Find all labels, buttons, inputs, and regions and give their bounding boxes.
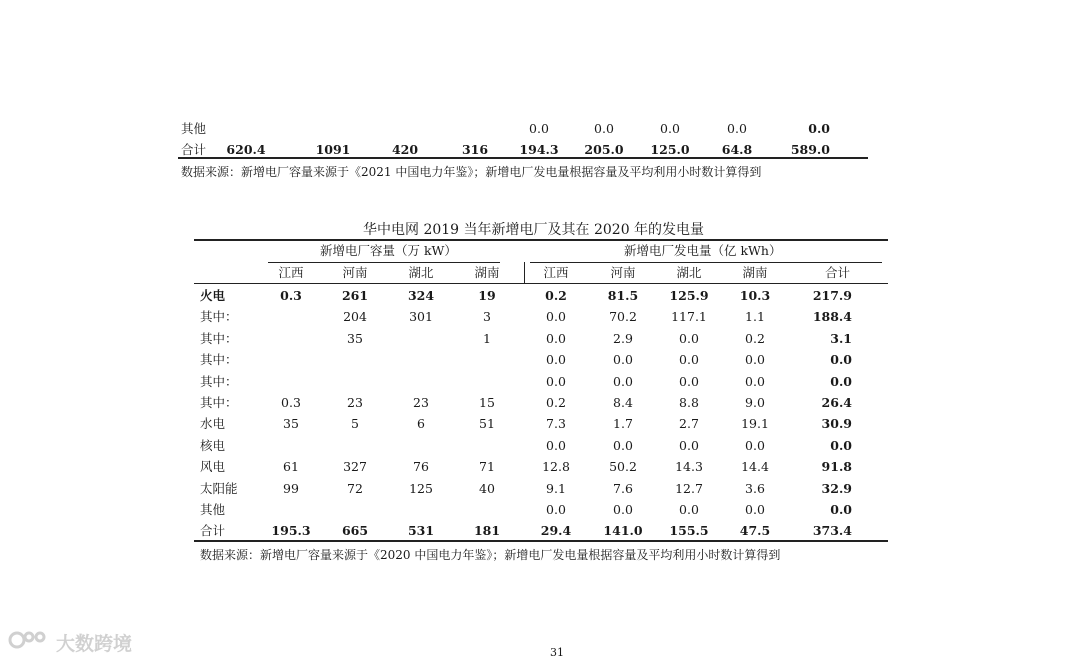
table-cell: 0.0 <box>745 373 765 389</box>
table-bottom-rule <box>194 540 888 542</box>
table-cell: 12.8 <box>542 459 570 475</box>
table-cell: 301 <box>409 309 433 325</box>
table-cell: 12.7 <box>675 480 703 496</box>
table-cell: 155.5 <box>669 523 709 539</box>
table-cell: 8.4 <box>613 395 633 410</box>
row-label: 其中： <box>200 373 238 389</box>
row-label: 火电 <box>200 288 226 303</box>
capacity-column-header: 河南 <box>342 265 368 280</box>
table-cell: 0.0 <box>745 437 765 453</box>
table-cell: 6 <box>417 416 425 432</box>
watermark-logo-icon <box>8 627 52 658</box>
table-cell: 19 <box>478 288 496 303</box>
table-cell: 0.0 <box>830 437 852 453</box>
generation-column-header: 湖南 <box>742 265 768 280</box>
table-cell: 3 <box>483 309 491 325</box>
table-source-note: 数据来源：新增电厂容量来源于《2020 中国电力年鉴》；新增电厂发电量根据容量及平均利用小时数计算得到 <box>200 548 781 562</box>
table-cell: 0.2 <box>545 288 567 303</box>
prev-row-cell: 620.4 <box>226 142 266 157</box>
table-cell: 0.0 <box>679 437 699 453</box>
table-cell: 0.0 <box>546 502 566 517</box>
table-cell: 0.0 <box>830 373 852 389</box>
table-cell: 15 <box>479 395 495 410</box>
table-cell: 195.3 <box>271 523 311 539</box>
table-cell: 19.1 <box>741 416 769 432</box>
prev-row-cell: 205.0 <box>584 142 624 157</box>
table-cell: 125.9 <box>669 288 709 303</box>
table-cell: 0.0 <box>546 373 566 389</box>
prev-row-cell: 0.0 <box>727 121 747 136</box>
table-cell: 373.4 <box>812 523 852 539</box>
table-cell: 23 <box>347 395 363 410</box>
table-cell: 91.8 <box>821 459 852 475</box>
capacity-column-header: 湖北 <box>408 265 434 280</box>
table-cell: 35 <box>347 330 363 346</box>
table-cell: 665 <box>341 523 369 539</box>
table-cell: 51 <box>479 416 495 432</box>
table-cell: 47.5 <box>739 523 771 539</box>
table-cell: 0.0 <box>546 330 566 346</box>
table-cell: 327 <box>343 459 367 475</box>
page-number: 31 <box>550 646 564 659</box>
prev-row-cell: 420 <box>391 142 419 157</box>
table-cell: 0.0 <box>613 373 633 389</box>
table-cell: 29.4 <box>540 523 572 539</box>
table-title: 华中电网 2019 当年新增电厂及其在 2020 年的发电量 <box>363 222 705 238</box>
prev-row-cell: 125.0 <box>650 142 690 157</box>
capacity-header-underline <box>268 262 500 263</box>
table-cell: 0.0 <box>679 502 699 517</box>
row-label: 其中： <box>200 330 238 346</box>
table-cell: 2.9 <box>613 330 633 346</box>
table-cell: 0.0 <box>613 352 633 368</box>
prev-row-cell: 0.0 <box>594 121 614 136</box>
generation-group-header: 新增电厂发电量（亿 kWh） <box>624 243 782 258</box>
table-cell: 70.2 <box>609 309 637 325</box>
prev-row-cell: 194.3 <box>519 142 559 157</box>
row-label: 水电 <box>200 416 226 432</box>
prev-row-label: 合计 <box>181 142 207 157</box>
header-bottom-rule <box>194 283 888 284</box>
table-cell: 10.3 <box>739 288 771 303</box>
prev-row-cell: 0.0 <box>660 121 680 136</box>
table-cell: 0.0 <box>745 502 765 517</box>
prev-row-cell: 0.0 <box>808 121 830 136</box>
column-group-divider <box>524 262 525 283</box>
table-cell: 14.4 <box>741 459 769 475</box>
table-cell: 1.1 <box>745 309 765 325</box>
generation-column-header: 江西 <box>543 265 569 280</box>
table-cell: 0.3 <box>281 395 301 410</box>
row-label: 太阳能 <box>200 480 238 496</box>
watermark-text: 大数跨境 <box>56 633 133 655</box>
table-cell: 9.1 <box>546 480 566 496</box>
table-cell: 0.0 <box>679 352 699 368</box>
table-cell: 50.2 <box>609 459 637 475</box>
table-cell: 7.3 <box>546 416 566 432</box>
previous-table-bottom-rule <box>178 157 868 159</box>
table-cell: 0.2 <box>745 330 765 346</box>
table-cell: 2.7 <box>679 416 699 432</box>
table-cell: 1.7 <box>613 416 633 432</box>
table-cell: 32.9 <box>821 480 852 496</box>
table-cell: 204 <box>343 309 367 325</box>
table-cell: 3.1 <box>830 330 852 346</box>
table-cell: 117.1 <box>671 309 707 325</box>
table-cell: 0.0 <box>613 502 633 517</box>
table-cell: 5 <box>351 416 359 432</box>
row-label: 其中： <box>200 352 238 368</box>
table-cell: 0.0 <box>679 330 699 346</box>
row-label: 其中： <box>200 395 238 410</box>
table-cell: 181 <box>473 523 501 539</box>
table-cell: 61 <box>283 459 299 475</box>
table-cell: 1 <box>483 330 491 346</box>
table-cell: 141.0 <box>603 523 643 539</box>
table-cell: 0.0 <box>679 373 699 389</box>
table-cell: 8.8 <box>679 395 699 410</box>
prev-row-cell: 1091 <box>315 142 351 157</box>
table-cell: 3.6 <box>745 480 765 496</box>
row-label: 核电 <box>200 437 226 453</box>
prev-row-cell: 64.8 <box>721 142 753 157</box>
table-cell: 40 <box>479 480 495 496</box>
table-cell: 76 <box>413 459 429 475</box>
table-cell: 26.4 <box>821 395 852 410</box>
prev-row-cell: 589.0 <box>790 142 830 157</box>
table-cell: 72 <box>347 480 363 496</box>
table-cell: 125 <box>409 480 433 496</box>
capacity-group-header: 新增电厂容量（万 kW） <box>320 243 457 258</box>
row-label: 其中： <box>200 309 238 325</box>
table-cell: 0.3 <box>280 288 302 303</box>
row-label: 风电 <box>200 459 226 475</box>
table-cell: 0.0 <box>546 309 566 325</box>
table-cell: 35 <box>283 416 299 432</box>
table-cell: 531 <box>407 523 435 539</box>
generation-column-header: 合计 <box>824 265 850 280</box>
table-cell: 324 <box>407 288 435 303</box>
table-cell: 0.0 <box>546 352 566 368</box>
previous-table-source-note: 数据来源：新增电厂容量来源于《2021 中国电力年鉴》；新增电厂发电量根据容量及平均利用小时数计算得到 <box>181 165 762 179</box>
capacity-column-header: 湖南 <box>474 265 500 280</box>
generation-header-underline <box>530 262 882 263</box>
table-cell: 0.0 <box>546 437 566 453</box>
generation-column-header: 河南 <box>610 265 636 280</box>
table-cell: 9.0 <box>745 395 765 410</box>
table-cell: 23 <box>413 395 429 410</box>
table-cell: 0.0 <box>745 352 765 368</box>
table-cell: 261 <box>341 288 369 303</box>
table-cell: 81.5 <box>607 288 639 303</box>
watermark <box>8 627 132 658</box>
generation-column-header: 湖北 <box>676 265 702 280</box>
prev-row-cell: 316 <box>461 142 489 157</box>
table-cell: 7.6 <box>613 480 633 496</box>
table-cell: 99 <box>283 480 299 496</box>
table-cell: 0.2 <box>546 395 566 410</box>
table-cell: 217.9 <box>812 288 852 303</box>
row-label: 合计 <box>200 523 226 539</box>
table-cell: 0.0 <box>613 437 633 453</box>
table-cell: 0.0 <box>830 352 852 368</box>
table-cell: 71 <box>479 459 495 475</box>
table-cell: 14.3 <box>675 459 703 475</box>
prev-row-label: 其他 <box>181 121 207 136</box>
table-top-rule <box>194 239 888 241</box>
table-cell: 30.9 <box>821 416 852 432</box>
table-cell: 188.4 <box>812 309 852 325</box>
row-label: 其他 <box>200 502 226 517</box>
table-cell: 0.0 <box>830 502 852 517</box>
capacity-column-header: 江西 <box>278 265 304 280</box>
prev-row-cell: 0.0 <box>529 121 549 136</box>
